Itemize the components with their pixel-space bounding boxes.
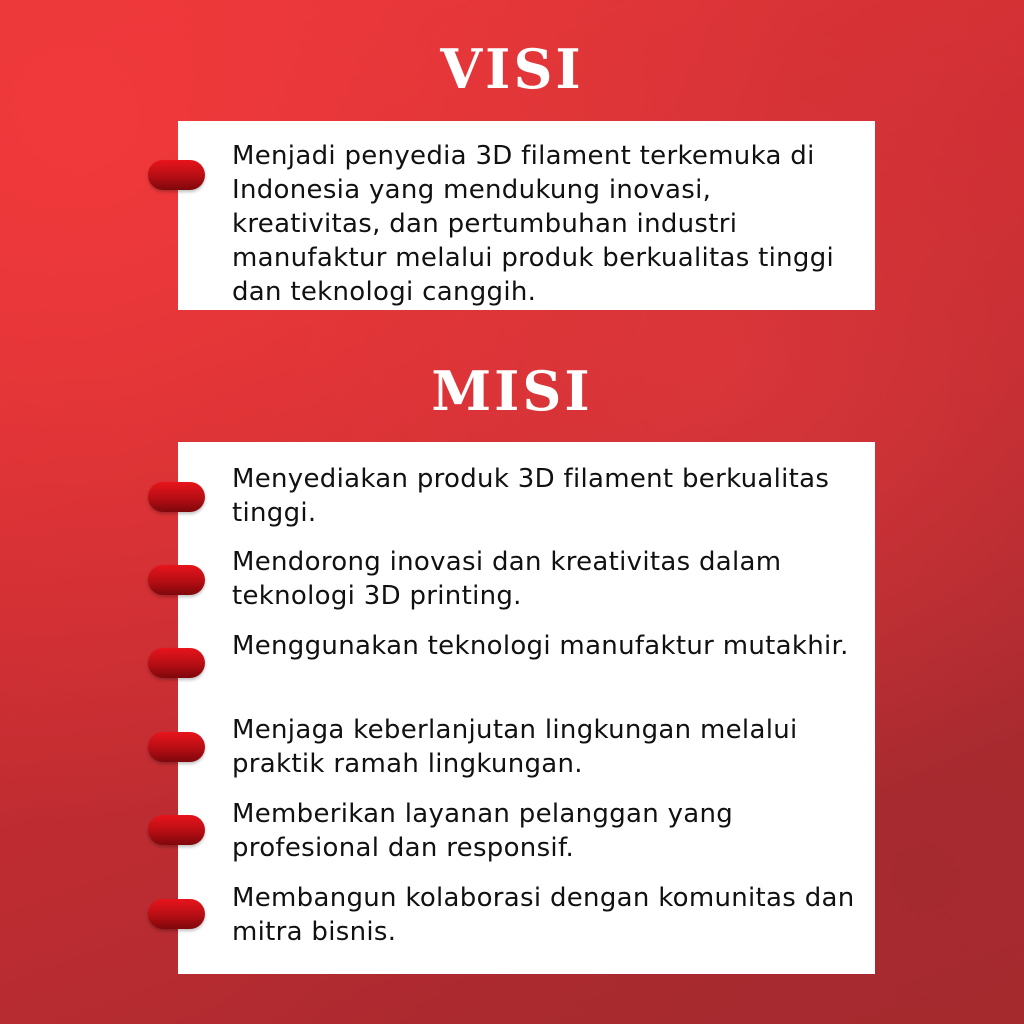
bullet-tab-icon [148, 482, 205, 512]
bullet-tab-icon [148, 565, 205, 595]
bullet-tab-icon [148, 160, 205, 190]
bullet-tab-icon [148, 815, 205, 845]
visi-heading: VISI [440, 37, 584, 101]
misi-heading: MISI [431, 359, 593, 423]
visi-text: Menjadi penyedia 3D filament terkemuka di Indonesia yang mendukung inovasi, kreativitas, dan pertumbuhan industri manufaktur melalui produk berkualitas tinggi dan teknologi canggih. [232, 141, 835, 307]
misi-item: Mendorong inovasi dan kreativitas dalam teknologi 3D printing. [232, 547, 782, 611]
visi-card [178, 121, 875, 310]
misi-item: Menyediakan produk 3D filament berkualitas tinggi. [232, 464, 830, 528]
bullet-tab-icon [148, 732, 205, 762]
misi-card [178, 442, 875, 974]
misi-item: Menggunakan teknologi manufaktur mutakhir. [232, 631, 849, 661]
misi-item: Menjaga keberlanjutan lingkungan melalui praktik ramah lingkungan. [232, 715, 798, 779]
misi-item: Membangun kolaborasi dengan komunitas dan mitra bisnis. [232, 883, 855, 947]
bullet-tab-icon [148, 899, 205, 929]
misi-item: Memberikan layanan pelanggan yang profesional dan responsif. [232, 799, 734, 863]
bullet-tab-icon [148, 648, 205, 678]
